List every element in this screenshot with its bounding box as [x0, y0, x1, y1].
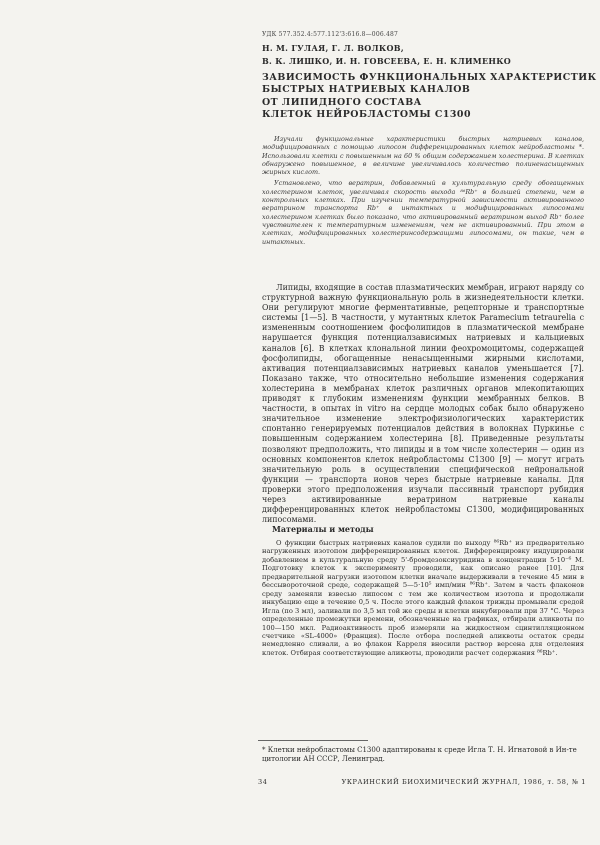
author-list: [262, 42, 562, 68]
title-line: КЛЕТОК НЕЙРОБЛАСТОМЫ С1300: [262, 109, 471, 121]
footnote-divider: [258, 740, 368, 741]
title-line: ЗАВИСИМОСТЬ ФУНКЦИОНАЛЬНЫХ ХАРАКТЕРИСТИК: [262, 72, 597, 83]
abstract-paragraph: Изучали функциональные характеристики быстрых натриевых каналов, модифицированных с помощью липосом дифференцированных клеток нейробластомы *. Использовали клетки с повышенным на 60 % общим содержанием холестерина. В клетках обнаружено повышенное, в величине увеличивалось количество полиненасыщенных жирных кислот.: [262, 135, 584, 177]
journal-citation: УКРАИНСКИЙ БИОХИМИЧЕСКИЙ ЖУРНАЛ, 1986, т. 58, № 1: [341, 778, 586, 786]
author-line: Н. М. ГУЛАЯ, Г. Л. ВОЛКОВ,: [262, 43, 404, 53]
article-title: [262, 72, 597, 122]
methods-paragraph: О функции быстрых натриевых каналов судили по выходу ⁸⁶Rb⁺ из предварительно нагруженных изотопом дифференцированных клеток. Дифференцировку индуцировали добавлением в культуральную среду 5'-бромдезоксиуридина в концентрации 5·10⁻⁶ М. Подготовку клеток к эксперименту проводили, как описано ранее [10]. Для предварительной нагрузки изотопом клетки вначале выдерживали в течение 45 мин в бессывороточной среде, содержащей 5—5·10⁵ имп/мин ⁸⁶Rb⁺. Затем в часть флаконов среду заменяли взвесью липосом с тем же количеством изотопа и продолжали инкубацию еще в течение 0,5 ч. После этого каждый флакон трижды промывали средой Игла (по 3 мл), заливали по 3,5 мл той же среды и клетки инкубировали при 37 °С. Через определенные промежутки времени, обозначенные на графиках, отбирали аликвоты по 100—150 мкл. Радиоактивность проб измеряли на жидкостном сцинтилляционном счетчике «SL-4000» (Франция). После отбора последней аликвоты остаток среды немедленно сливали, а во флакон Карреля вносили раствор версена для отделения клеток. Отбирая соответствующие аликвоты, проводили расчет содержания ⁸⁶Rb⁺.: [262, 539, 584, 657]
title-line: ОТ ЛИПИДНОГО СОСТАВА: [262, 96, 422, 108]
abstract-paragraph: Установлено, что вератрин, добавленный в культуральную среду обогащенных холестерином клеток, увеличивал скорость выхода ⁸⁶Rb⁺ в большей степени, чем в контрольных клетках. При изучении температурной зависимости активированного вератрином транспорта Rb⁺ в интактных и модифицированных липосомами холестерином клетках было показано, что активированный вератрином выход Rb⁺ более чувствителен к температурным изменениям, чем не активированный. При этом в клетках, модифицированных холестеринсодержащими липосомами, он такие, чем в интактных.: [262, 179, 584, 246]
udc-code: УДК 577.352.4:577.112'3:616.8—006.487: [262, 31, 399, 38]
methods-text: [262, 539, 584, 657]
author-line: В. К. ЛИШКО, И. Н. ГОВСЕЕВА, Е. Н. КЛИМЕНКО: [262, 56, 512, 66]
introduction-text: [262, 283, 584, 525]
page-number: 34: [258, 778, 268, 786]
title-line: БЫСТРЫХ НАТРИЕВЫХ КАНАЛОВ: [262, 84, 471, 96]
body-paragraph: Липиды, входящие в состав плазматических мембран, играют наряду со структурной важную функциональную роль в жизнедеятельности клетки. Они регулируют многие ферментативные, рецепторные и транспортные системы [1—5]. В частности, у мутантных клеток Paramecium tetraurelia с измененным соотношением фосфолипидов в плазматической мембране нарушается функция потенциалзависимых натриевых и кальциевых каналов [6]. В клетках клональной линии феохромоцитомы, содержащей фосфолипиды, обогащенные ненасыщенными жирными кислотами, активация потенциалзависимых натриевых каналов уменьшается [7]. Показано также, что относительно небольшие изменения содержания холестерина в мембранах клеток различных органов млекопитающих приводят к глубоким изменениям функции мембранных белков. В частности, в опытах in vitro на сердце молодых собак было обнаружено значительное изменение электрофизиологических характеристик спонтанно генерируемых потенциалов действия в волокнах Пуркинье с повышенным содержанием холестерина [8]. Приведенные результаты позволяют предположить, что липиды и в том числе холестерин — один из основных компонентов клеток нейробластомы С1300 [9] — могут играть значительную роль в осуществлении специфической нейрональной функции — транспорта ионов через быстрые натриевые каналы. Для проверки этого предположения изучали пассивный транспорт рубидия через активированные вератрином натриевые каналы дифференцированных клеток нейробластомы С1300, модифицированных липосомами.: [262, 283, 584, 525]
footnote: * Клетки нейробластомы С1300 адаптированы к среде Игла Т. Н. Игнатовой в Ин-те цитологии АН СССР, Ленинград.: [262, 746, 577, 764]
abstract: [262, 135, 584, 249]
section-heading: Материалы и методы: [272, 524, 374, 534]
